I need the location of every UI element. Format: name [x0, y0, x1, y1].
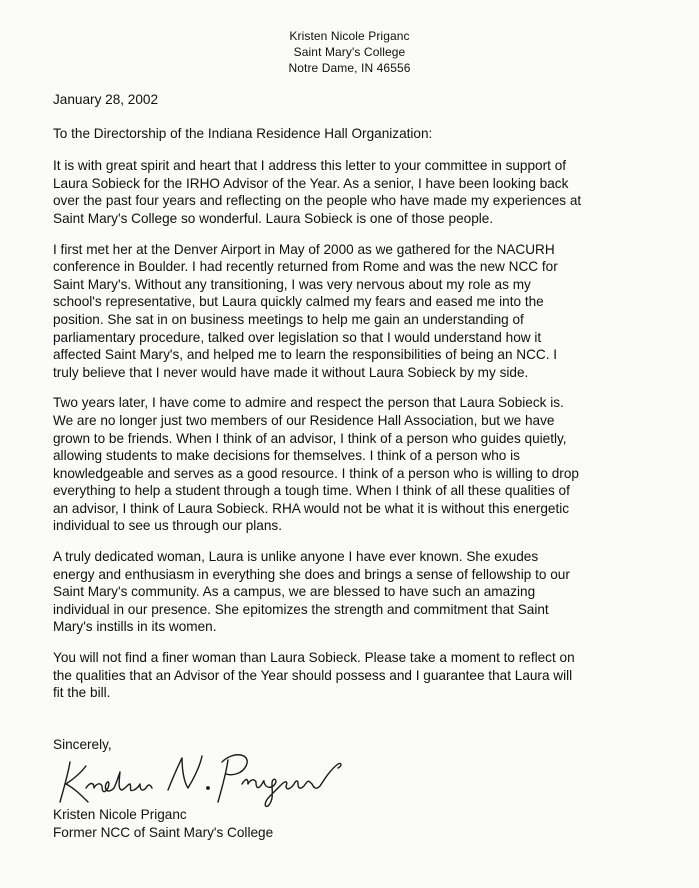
paragraph-line: A truly dedicated woman, Laura is unlike anyone I have ever known. She exudes: [53, 549, 539, 565]
signer-name: Kristen Nicole Priganc: [53, 807, 187, 822]
paragraph-line: individual in our presence. She epitomizes the strength and commitment that Saint: [53, 601, 549, 617]
paragraph-line: energy and enthusiasm in everything she does and brings a sense of fellowship to our: [53, 566, 570, 582]
letterhead-name: Kristen Nicole Priganc: [289, 29, 410, 43]
signature-image: [42, 744, 362, 814]
paragraph-line: everything to help a student through a tough time. When I think of all these qualities of: [53, 483, 570, 499]
letterhead: [0, 28, 699, 76]
paragraph-gap: [53, 381, 653, 394]
paragraph-line: affected Saint Mary's, and helped me to learn the responsibilities of being an NCC. I: [53, 347, 558, 363]
paragraph-line: over the past four years and reflecting on the people who have made my experiences at: [53, 193, 582, 209]
paragraph-line: position. She sat in on business meetings to help me gain an understanding of: [53, 311, 524, 327]
paragraph-line: knowledgeable and serves as a good resource. I think of a person who is willing to drop: [53, 465, 579, 481]
paragraph-line: You will not find a finer woman than Laura Sobieck. Please take a moment to reflect on: [53, 650, 575, 666]
paragraph: [53, 649, 653, 702]
paragraph-line: an advisor, I think of Laura Sobieck. RHA would not be what it is without this energetic: [53, 500, 570, 516]
paragraph-line: Mary's instills in its women.: [53, 619, 217, 635]
paragraph-line: Laura Sobieck for the IRHO Advisor of the Year. As a senior, I have been looking back: [53, 175, 569, 191]
letterhead-school: Saint Mary's College: [293, 45, 406, 59]
paragraph: [53, 157, 653, 227]
paragraph-line: grown to be friends. When I think of an advisor, I think of a person who guides quietly,: [53, 430, 567, 446]
paragraph-line: parliamentary procedure, talked over legislation so that I would understand how it: [53, 329, 542, 345]
paragraph-line: Saint Mary's College so wonderful. Laura Sobieck is one of those people.: [53, 210, 494, 226]
closing: Sincerely,: [53, 737, 112, 752]
paragraph-line: I first met her at the Denver Airport in May of 2000 as we gathered for the NACURH: [53, 241, 555, 257]
letter-paragraphs: [53, 157, 653, 702]
paragraph: [53, 241, 653, 382]
salutation: To the Directorship of the Indiana Residence Hall Organization:: [53, 125, 433, 141]
paragraph-line: truly believe that I never would have made it without Laura Sobieck by my side.: [53, 364, 529, 380]
paragraph-line: Saint Mary's community. As a campus, we are blessed to have such an amazing: [53, 584, 536, 600]
letter-body: [53, 91, 653, 702]
paragraph-line: We are no longer just two members of our Residence Hall Association, but we have: [53, 412, 555, 428]
paragraph-line: conference in Boulder. I had recently returned from Rome and was the new NCC for: [53, 259, 558, 275]
paragraph-line: fit the bill.: [53, 685, 111, 701]
paragraph-line: Saint Mary's. Without any transitioning, I was very nervous about my role as my: [53, 276, 531, 292]
paragraph: [53, 548, 653, 636]
signer-title: Former NCC of Saint Mary's College: [53, 824, 274, 840]
paragraph-line: It is with great spirit and heart that I address this letter to your committee in support of: [53, 158, 567, 174]
paragraph-gap: [53, 228, 653, 241]
signature-block: [53, 806, 273, 841]
paragraph-gap: [53, 636, 653, 649]
paragraph-line: Two years later, I have come to admire and respect the person that Laura Sobieck is.: [53, 395, 564, 411]
paragraph-line: allowing students to make decisions for themselves. I think of a person who is: [53, 448, 520, 464]
paragraph-line: the qualities that an Advisor of the Year should possess and I guarantee that Laura will: [53, 667, 573, 683]
paragraph-gap: [53, 535, 653, 548]
paragraph-line: individual to see us through our plans.: [53, 518, 282, 534]
letterhead-address: Notre Dame, IN 46556: [288, 61, 411, 75]
paragraph: [53, 394, 653, 535]
letter-date: January 28, 2002: [53, 92, 159, 107]
paragraph-line: school's representative, but Laura quickly calmed my fears and eased me into the: [53, 294, 544, 310]
